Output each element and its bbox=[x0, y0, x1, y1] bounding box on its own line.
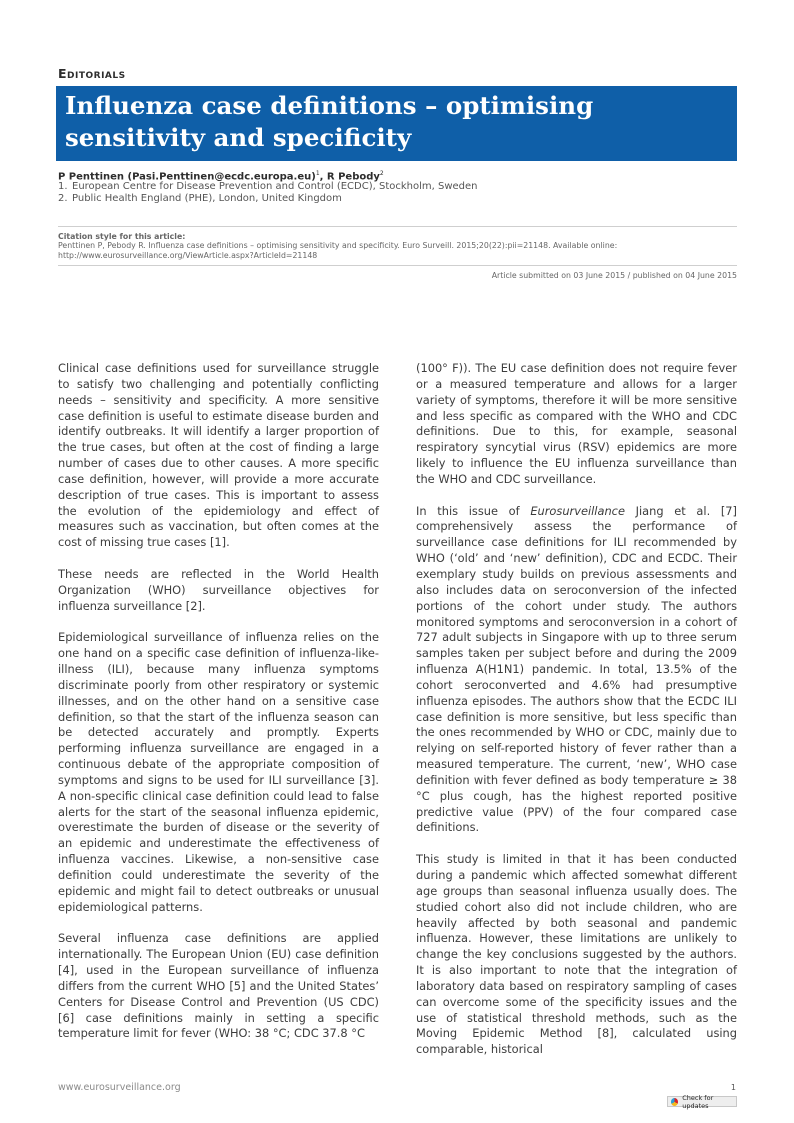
body-column-right bbox=[416, 361, 737, 1074]
author-1[interactable]: P Penttinen (Pasi.Penttinen@ecdc.europa.eu) bbox=[58, 171, 316, 183]
divider bbox=[58, 226, 737, 227]
article-title: Influenza case definitions – optimising sensitivity and specificity bbox=[65, 91, 594, 152]
author-separator: , bbox=[319, 171, 327, 183]
body-paragraph bbox=[416, 504, 737, 837]
body-paragraph: Epidemiological surveillance of influenza relies on the one hand on a specific case definition of influenza-like-illness (ILI), because many influenza symptoms discriminate poorly from other respiratory or systemic illnesses, and on the other hand on a sensitive case definition, so that the start of the influenza season can be detected accurately and promptly. Experts performing influenza surveillance are engaged in a continuous debate of the appropriate composition of symptoms and signs to be used for ILI surveillance [3]. A non-specific clinical case definition could lead to false alerts for the start of the seasonal influenza epidemic, overestimate the burden of disease or the severity of an epidemic and underestimate the effectiveness of influenza vaccines. Likewise, a non-sensitive case definition could underestimate the severity of the epidemic and might fail to detect outbreaks or unusual epidemiological patterns. bbox=[58, 630, 379, 914]
body-paragraph: Clinical case definitions used for surveillance struggle to satisfy two challenging and potentially conflicting needs – sensitivity and specificity. A more sensitive case definition is useful to estimate disease burden and identify outbreaks. It will identify a larger proportion of the true cases, but often at the cost of finding a large number of cases due to other causes. A more specific case definition, however, will provide a more accurate description of true cases. This is important to assess the evolution of the epidemiology and effect of measures such as vaccination, but often comes at the cost of missing true cases [1]. bbox=[58, 361, 379, 550]
submission-dates: Article submitted on 03 June 2015 / published on 04 June 2015 bbox=[491, 271, 737, 280]
citation-label: Citation style for this article: bbox=[58, 232, 186, 241]
affiliation-text: European Centre for Disease Prevention and Control (ECDC), Stockholm, Sweden bbox=[72, 181, 478, 192]
body-paragraph: (100° F)). The EU case definition does not require fever or a measured temperature and allows for a larger variety of symptoms, therefore it will be more sensitive and less specific as compared with the WHO and CDC definitions. Due to this, for example, seasonal respiratory syncytial virus (RSV) epidemics are more likely to influence the EU influenza surveillance than the WHO and CDC surveillance. bbox=[416, 361, 737, 486]
affiliation-text: Public Health England (PHE), London, United Kingdom bbox=[72, 193, 342, 204]
affiliation-number: 2. bbox=[58, 193, 68, 204]
check-for-updates-button[interactable] bbox=[667, 1093, 737, 1110]
footer-url[interactable]: www.eurosurveillance.org bbox=[58, 1082, 181, 1093]
paragraph-text: In this issue of bbox=[416, 503, 531, 518]
author-1-affiliation: 1 bbox=[315, 170, 320, 177]
affiliation-2 bbox=[58, 193, 342, 205]
badge-label: Check for updates bbox=[682, 1093, 714, 1110]
divider bbox=[58, 265, 737, 266]
title-banner bbox=[56, 86, 737, 161]
author-2: R Pebody bbox=[326, 171, 380, 183]
page-number: 1 bbox=[730, 1083, 736, 1092]
affiliation-1 bbox=[58, 181, 478, 193]
section-label: Editorials bbox=[58, 66, 126, 81]
body-paragraph: This study is limited in that it has been conducted during a pandemic which affected somewhat different age groups than seasonal influenza usually does. The studied cohort also did not include children, who are heavily affected by both seasonal and pandemic influenza. However, these limitations are unlikely to change the key conclusions suggested by the authors. It is also important to note that the integration of laboratory data based on respiratory sampling of cases can overcome some of the specificity issues and the use of statistical threshold methods, such as the Moving Epidemic Method [8], calculated using comparable, historical bbox=[416, 852, 737, 1057]
affiliation-number: 1. bbox=[58, 181, 68, 192]
citation-text[interactable]: Penttinen P, Pebody R. Influenza case definitions – optimising sensitivity and specificity. Euro Surveill. 2015;20(22):pii=21148. Available online: http://www.eurosurveillance.org/ViewArticle.aspx?ArticleId=21148 bbox=[58, 241, 618, 260]
author-2-affiliation: 2 bbox=[379, 170, 384, 177]
body-paragraph: Several influenza case definitions are applied internationally. The European Union (EU) case definition [4], used in the European surveillance of influenza differs from the current WHO [5] and the United States’ Centers for Disease Control and Prevention (US CDC) [6] case definitions mainly in setting a specific temperature limit for fever (WHO: 38 °C; CDC 37.8 °C bbox=[58, 931, 379, 1041]
body-paragraph: These needs are reflected in the World Health Organization (WHO) surveillance objectives for influenza surveillance [2]. bbox=[58, 566, 379, 613]
journal-name: Eurosurveillance bbox=[530, 503, 625, 518]
crossmark-icon bbox=[671, 1098, 678, 1106]
body-column-left bbox=[58, 361, 379, 1058]
paragraph-text: Jiang et al. [7] comprehensively assess the performance of surveillance case definitions for ILI recommended by WHO (‘old’ and ‘new’ definition), CDC and ECDC. Their exemplary study builds on previous assessments and also includes data on seroconversion of the infected portions of the cohort under study. The authors monitored symptoms and seroconversion in a cohort of 727 adult subjects in Singapore with up to three serum samples taken per subject before and during the 2009 influenza A(H1N1) pandemic. In total, 13.5% of the cohort seroconverted and 4.6% had presumptive influenza episodes. The authors show that the ECDC ILI case definition is more sensitive, but less specific than the ones recommended by WHO or CDC, mainly due to relying on self-reported history of fever rather than a measured temperature. The current, ‘new’, WHO case definition with fever defined as body temperature ≥ 38 °C plus cough, has the highest reported positive predictive value (PPV) of the four compared case definitions. bbox=[416, 503, 737, 835]
